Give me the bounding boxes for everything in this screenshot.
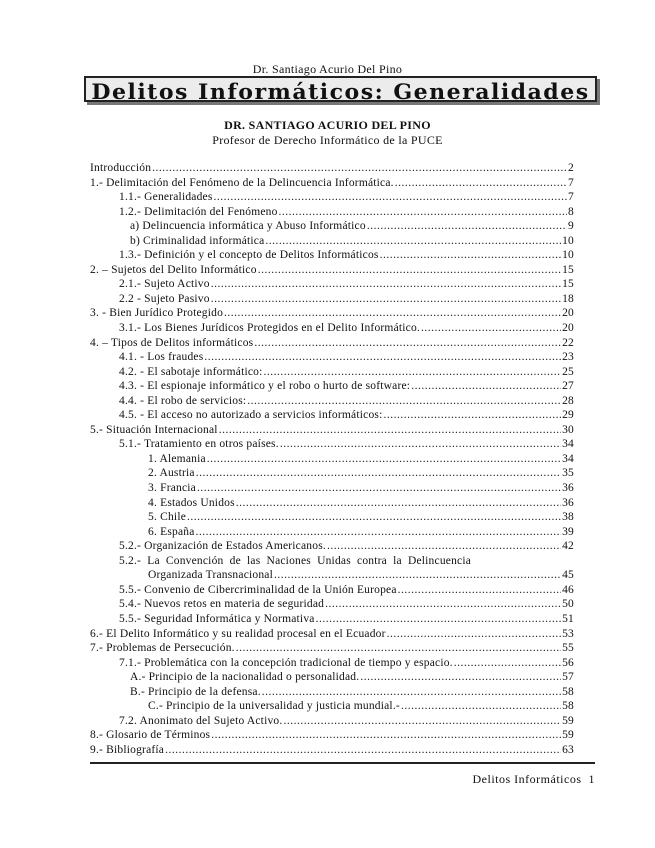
toc-entry-label: 1.1.- Generalidades	[119, 191, 213, 204]
toc-entry-label: 5.- Situación Internacional	[90, 423, 218, 436]
toc-leader-dots	[211, 277, 561, 292]
toc-leader-dots	[211, 292, 561, 307]
toc-entry[interactable]	[90, 350, 574, 365]
toc-leader-dots	[219, 423, 561, 438]
toc-entry-label: 3. Francia	[148, 482, 196, 495]
toc-entry-label: 4. – Tipos de Delitos informáticos	[90, 336, 254, 349]
toc-leader-dots	[327, 539, 561, 554]
toc-page-number: 23	[562, 351, 574, 364]
toc-entry[interactable]	[90, 190, 574, 205]
toc-entry-label: 5.4.- Nuevos retos en materia de seguridad	[119, 598, 325, 611]
toc-leader-dots	[367, 219, 567, 234]
toc-page-number: 35	[562, 467, 574, 480]
toc-page-number: 53	[562, 627, 574, 640]
toc-entry-label: b) Criminalidad informática	[130, 234, 265, 247]
toc-entry[interactable]	[90, 219, 574, 234]
toc-entry-label: 1.3.- Definición y el concepto de Delitos Informáticos	[119, 249, 379, 262]
toc-entry[interactable]	[90, 597, 574, 612]
toc-page-number: 46	[562, 583, 574, 596]
toc-entry[interactable]	[90, 627, 574, 642]
toc-entry-label: 5. Chile	[148, 511, 187, 524]
toc-leader-dots	[325, 597, 561, 612]
author-name: DR. SANTIAGO ACURIO DEL PINO	[224, 118, 431, 132]
toc-entry-label: 2.2 - Sujeto Pasivo	[119, 292, 210, 305]
toc-page-number: 28	[562, 394, 574, 407]
toc-leader-dots	[401, 699, 561, 714]
toc-entry-label: 1.- Delimitación del Fenómeno de la Delincuencia Informática.	[90, 176, 394, 189]
toc-leader-dots	[236, 641, 561, 656]
toc-entry-label: 3. - Bien Jurídico Protegido	[90, 307, 224, 320]
toc-entry[interactable]	[90, 423, 574, 438]
toc-page-number: 58	[562, 685, 574, 698]
toc-entry-label: 4. Estados Unidos	[148, 496, 235, 509]
toc-entry-label: 9.- Bibliografía	[90, 743, 165, 756]
toc-page-number: 58	[562, 700, 574, 713]
toc-entry-label: 4.3. - El espionaje informático y el robo o hurto de software:	[119, 380, 411, 393]
toc-entry[interactable]	[90, 656, 574, 671]
toc-entry-label: 6.- El Delito Informático y su realidad procesal en el Ecuador	[90, 627, 386, 640]
toc-page-number: 39	[562, 525, 574, 538]
toc-leader-dots	[197, 481, 561, 496]
toc-page-number: 55	[562, 642, 574, 655]
toc-leader-dots	[165, 743, 561, 758]
toc-entry-label: 4.5. - El acceso no autorizado a servicios informáticos:	[119, 409, 383, 422]
toc-entry-label: 7.1.- Problemática con la concepción tradicional de tiempo y espacio.	[119, 656, 453, 669]
toc-entry[interactable]	[90, 161, 574, 176]
document-title: Delitos Informáticos: Generalidades	[91, 79, 590, 104]
toc-entry-label: 5.2.- Organización de Estados Americanos.	[119, 540, 326, 553]
toc-leader-dots	[395, 176, 567, 191]
toc-entry-label: 5.1.- Tratamiento en otros países.	[119, 438, 279, 451]
toc-page-number: 27	[562, 380, 574, 393]
running-header: Dr. Santiago Acurio Del Pino	[252, 62, 403, 76]
toc-entry-label: C.- Principio de la universalidad y justicia mundial.-	[148, 700, 400, 713]
toc-entry[interactable]	[90, 234, 574, 249]
toc-leader-dots	[279, 205, 568, 220]
toc-entry-label: 1. Alemania	[148, 452, 206, 465]
toc-entry[interactable]	[90, 452, 574, 467]
toc-leader-dots	[280, 437, 561, 452]
toc-page-number: 59	[562, 714, 574, 727]
toc-entry[interactable]	[90, 481, 574, 496]
toc-entry[interactable]	[90, 263, 574, 278]
toc-leader-dots	[398, 583, 561, 598]
toc-entry[interactable]	[90, 205, 574, 220]
toc-leader-dots	[214, 190, 568, 205]
toc-leader-dots	[254, 336, 561, 351]
toc-entry-label: a) Delincuencia informática y Abuso Informático	[130, 220, 366, 233]
toc-page-number: 18	[562, 292, 574, 305]
toc-leader-dots	[187, 510, 561, 525]
toc-page-number: 30	[562, 423, 574, 436]
toc-leader-dots	[274, 568, 561, 583]
toc-page-number: 36	[562, 496, 574, 509]
toc-entry[interactable]	[90, 685, 574, 700]
toc-entry[interactable]	[90, 525, 574, 540]
toc-leader-dots	[421, 321, 561, 336]
table-of-contents	[90, 161, 574, 757]
toc-entry[interactable]	[90, 539, 574, 554]
toc-entry-label: 5.2.- La Convención de las Naciones Unidas contra la Delincuencia	[119, 554, 472, 567]
toc-leader-dots	[196, 466, 561, 481]
toc-entry[interactable]	[90, 510, 574, 525]
toc-leader-dots	[283, 714, 561, 729]
toc-entry-label: 7.2. Anonimato del Sujeto Activo.	[119, 714, 283, 727]
toc-entry-label: Introducción	[90, 162, 152, 174]
toc-entry[interactable]	[90, 379, 574, 394]
toc-entry-label: 1.2.- Delimitación del Fenómeno	[119, 205, 278, 218]
toc-leader-dots	[360, 670, 561, 685]
toc-page-number: 2	[568, 162, 574, 174]
toc-entry-label: 5.5.- Seguridad Informática y Normativa	[119, 612, 315, 625]
toc-page-number: 45	[562, 569, 574, 582]
toc-leader-dots	[247, 394, 561, 409]
toc-leader-dots	[211, 728, 561, 743]
toc-page-number: 15	[562, 278, 574, 291]
toc-entry-label: 4.4. - El robo de servicios:	[119, 394, 247, 407]
toc-page-number: 36	[562, 482, 574, 495]
toc-leader-dots	[264, 365, 562, 380]
toc-leader-dots	[411, 379, 561, 394]
toc-entry-label: A.- Principio de la nacionalidad o personalidad.	[130, 671, 360, 684]
footer-title: Delitos Informáticos	[472, 772, 582, 786]
toc-entry[interactable]	[90, 408, 574, 423]
title-banner	[84, 76, 597, 102]
toc-page-number: 7	[568, 176, 574, 189]
toc-page-number: 29	[562, 409, 574, 422]
toc-leader-dots	[262, 685, 561, 700]
toc-entry-label: Organizada Transnacional	[148, 569, 273, 582]
toc-page-number: 59	[562, 729, 574, 742]
toc-page-number: 20	[562, 307, 574, 320]
footer-divider	[90, 762, 595, 764]
toc-entry[interactable]	[90, 714, 574, 729]
toc-page-number: 38	[562, 511, 574, 524]
toc-page-number: 22	[562, 336, 574, 349]
toc-page-number: 10	[562, 249, 574, 262]
toc-entry-label: 2. – Sujetos del Delito Informático	[90, 263, 257, 276]
toc-page-number: 63	[562, 743, 574, 756]
toc-page-number: 56	[562, 656, 574, 669]
toc-page-number: 15	[562, 263, 574, 276]
toc-page-number: 34	[562, 452, 574, 465]
toc-page-number: 42	[562, 540, 574, 553]
toc-leader-dots	[236, 496, 561, 511]
toc-page-number: 8	[568, 205, 574, 218]
toc-page-number: 51	[562, 612, 574, 625]
toc-leader-dots	[454, 656, 561, 671]
toc-page-number: 50	[562, 598, 574, 611]
toc-leader-dots	[380, 248, 562, 263]
toc-entry[interactable]	[90, 365, 574, 380]
toc-entry[interactable]	[90, 496, 574, 511]
toc-entry[interactable]	[90, 554, 623, 569]
toc-entry[interactable]	[90, 292, 574, 307]
toc-entry[interactable]	[90, 248, 574, 263]
toc-entry[interactable]	[90, 728, 574, 743]
toc-entry[interactable]	[90, 394, 574, 409]
toc-leader-dots	[152, 161, 567, 176]
toc-entry[interactable]	[90, 699, 574, 714]
toc-leader-dots	[387, 627, 561, 642]
toc-leader-dots	[207, 452, 561, 467]
toc-entry[interactable]	[90, 437, 574, 452]
toc-entry-label: 4.2. - El sabotaje informático:	[119, 365, 263, 378]
toc-entry-label: 2. Austria	[148, 467, 195, 480]
toc-page-number: 7	[568, 191, 574, 204]
toc-entry-label: 7.- Problemas de Persecución.	[90, 642, 235, 655]
toc-entry[interactable]	[90, 743, 574, 758]
toc-page-number: 25	[562, 365, 574, 378]
toc-entry-label: B.- Principio de la defensa.	[130, 685, 261, 698]
toc-entry[interactable]	[90, 176, 574, 191]
page-footer	[473, 772, 595, 787]
toc-page-number: 34	[562, 438, 574, 451]
toc-entry[interactable]	[90, 583, 574, 598]
toc-page-number: 57	[562, 671, 574, 684]
author-affiliation: Profesor de Derecho Informático de la PUCE	[212, 133, 443, 147]
toc-entry-label: 5.5.- Convenio de Cibercriminalidad de la Unión Europea	[119, 583, 397, 596]
toc-entry[interactable]	[90, 336, 574, 351]
page-number: 1	[588, 772, 595, 786]
toc-entry[interactable]	[90, 321, 574, 336]
toc-entry[interactable]	[90, 612, 574, 627]
toc-page-number: 9	[568, 220, 574, 233]
toc-entry-label: 6. España	[148, 525, 195, 538]
toc-entry-label: 3.1.- Los Bienes Jurídicos Protegidos en el Delito Informático.	[119, 322, 421, 335]
toc-entry[interactable]	[90, 277, 574, 292]
toc-leader-dots	[224, 306, 561, 321]
toc-entry[interactable]	[90, 466, 574, 481]
toc-entry[interactable]	[90, 568, 574, 583]
toc-entry[interactable]	[90, 306, 574, 321]
toc-page-number: 10	[562, 234, 574, 247]
toc-entry-label: 2.1.- Sujeto Activo	[119, 278, 210, 291]
toc-page-number: 20	[562, 322, 574, 335]
toc-entry-label: 8.- Glosario de Términos	[90, 729, 211, 742]
toc-leader-dots	[196, 525, 562, 540]
toc-leader-dots	[383, 408, 561, 423]
toc-entry[interactable]	[90, 641, 574, 656]
toc-entry-label: 4.1. - Los fraudes	[119, 351, 204, 364]
toc-leader-dots	[258, 263, 561, 278]
toc-entry[interactable]	[90, 670, 574, 685]
toc-leader-dots	[316, 612, 562, 627]
toc-leader-dots	[204, 350, 561, 365]
toc-leader-dots	[265, 234, 561, 249]
